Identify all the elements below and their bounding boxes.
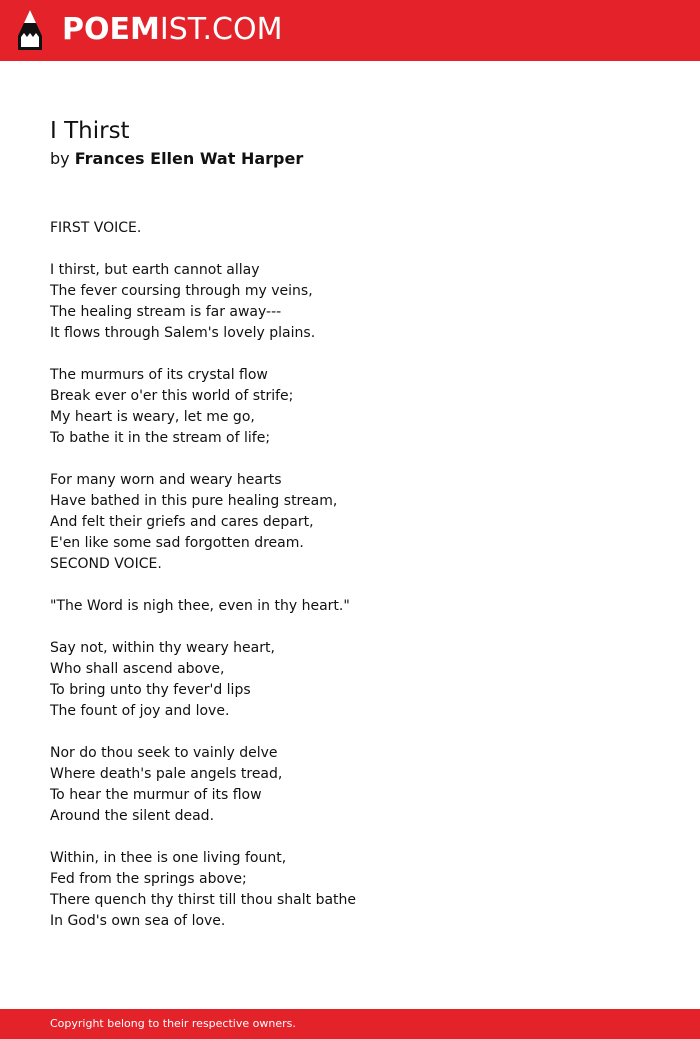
site-footer xyxy=(0,1009,700,1039)
poem-blank-line xyxy=(50,617,670,638)
poem-blank-line xyxy=(50,239,670,260)
poem-line: SECOND VOICE. xyxy=(50,556,162,572)
pencil-icon[interactable] xyxy=(17,9,43,51)
site-header xyxy=(0,0,700,61)
poem-line: The murmurs of its crystal flow xyxy=(50,367,268,383)
poem-line: I thirst, but earth cannot allay xyxy=(50,262,260,278)
poem-line: "The Word is nigh thee, even in thy heart." xyxy=(50,598,350,614)
poem-line: And felt their griefs and cares depart, xyxy=(50,514,314,530)
poem-blank-line xyxy=(50,722,670,743)
poem-body xyxy=(50,218,670,932)
poem-line: To bring unto thy fever'd lips xyxy=(50,682,251,698)
poem-line: My heart is weary, let me go, xyxy=(50,409,255,425)
poem-line: There quench thy thirst till thou shalt bathe xyxy=(50,892,357,908)
poem-line: Fed from the springs above; xyxy=(50,871,247,887)
poem-line: To bathe it in the stream of life; xyxy=(50,430,271,446)
poem-line: The fount of joy and love. xyxy=(50,703,230,719)
poem-title: I Thirst xyxy=(50,118,130,144)
poem-line: Where death's pale angels tread, xyxy=(50,766,283,782)
copyright-text: Copyright belong to their respective owners. xyxy=(50,1017,296,1030)
poem-line: It flows through Salem's lovely plains. xyxy=(50,325,316,341)
poem-line: For many worn and weary hearts xyxy=(50,472,282,488)
poem-line: Have bathed in this pure healing stream, xyxy=(50,493,338,509)
logo-text-strong: POEM xyxy=(62,12,160,47)
site-logo[interactable] xyxy=(62,12,282,48)
poem-blank-line xyxy=(50,449,670,470)
poem-line: FIRST VOICE. xyxy=(50,220,142,236)
poem-line: Who shall ascend above, xyxy=(50,661,225,677)
poem-line: To hear the murmur of its flow xyxy=(50,787,262,803)
poem-line: Around the silent dead. xyxy=(50,808,215,824)
poem-line: The fever coursing through my veins, xyxy=(50,283,313,299)
poem-line: E'en like some sad forgotten dream. xyxy=(50,535,304,551)
byline-prefix: by xyxy=(50,149,70,168)
poem-blank-line xyxy=(50,575,670,596)
poem-line: In God's own sea of love. xyxy=(50,913,226,929)
poem-line: Say not, within thy weary heart, xyxy=(50,640,275,656)
poem-line: Nor do thou seek to vainly delve xyxy=(50,745,278,761)
poem-line: The healing stream is far away--- xyxy=(50,304,282,320)
poem-blank-line xyxy=(50,827,670,848)
poem-line: Break ever o'er this world of strife; xyxy=(50,388,294,404)
poem-byline xyxy=(50,148,303,170)
poem-blank-line xyxy=(50,344,670,365)
poem-author: Frances Ellen Wat Harper xyxy=(74,149,304,168)
logo-text-light: IST.COM xyxy=(159,12,283,47)
poem-line: Within, in thee is one living fount, xyxy=(50,850,287,866)
